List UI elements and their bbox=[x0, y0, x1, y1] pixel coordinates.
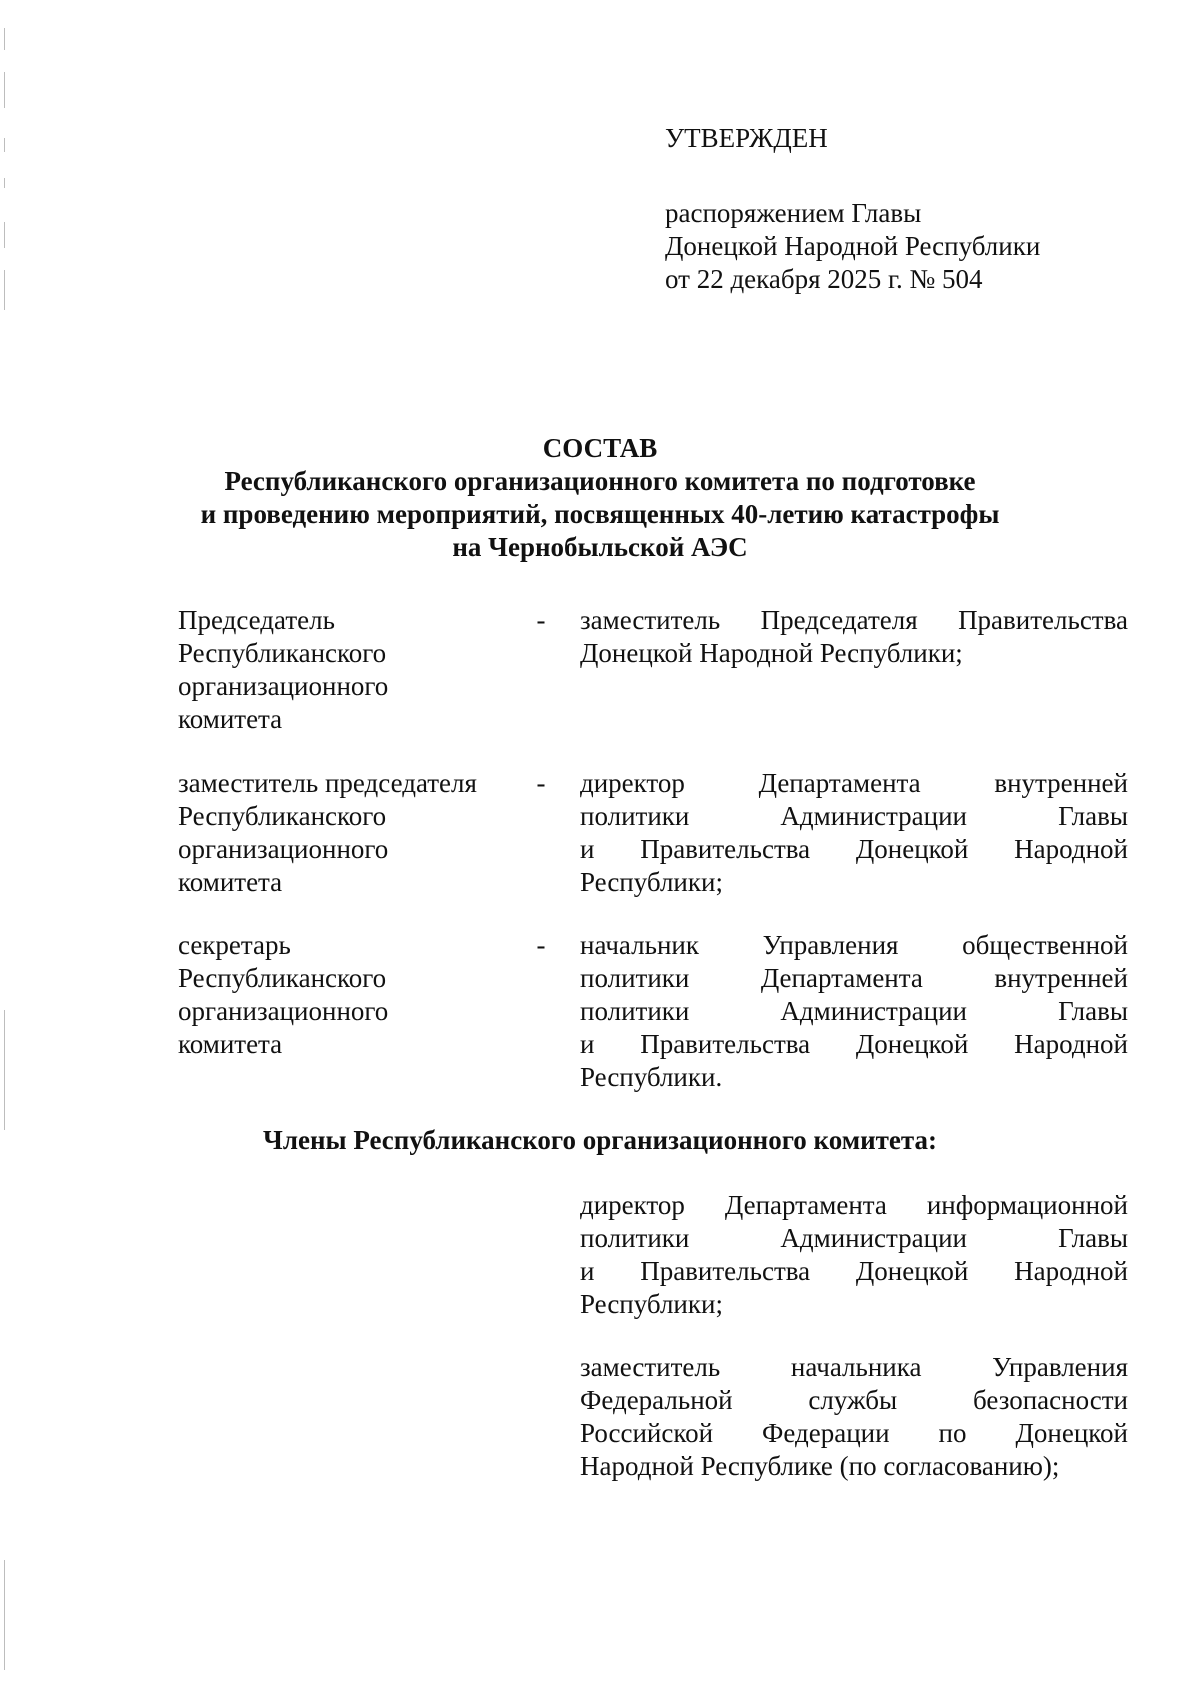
word: Правительства bbox=[640, 1256, 811, 1286]
text-line bbox=[580, 1450, 1128, 1483]
text-line bbox=[580, 1222, 1128, 1255]
scan-artifact-mark bbox=[4, 72, 5, 108]
text-line bbox=[580, 866, 1128, 899]
approval-line: распоряжением Главы bbox=[665, 198, 922, 228]
word: Республики; bbox=[580, 1289, 723, 1319]
document-title-line: Республиканского организационного комитета по подготовке bbox=[224, 466, 976, 496]
text-line bbox=[580, 1417, 1128, 1450]
role-title bbox=[178, 767, 508, 899]
scan-artifact-mark bbox=[4, 178, 5, 188]
word: политики bbox=[580, 1223, 690, 1253]
word: Республики. bbox=[580, 1062, 723, 1092]
text-line bbox=[580, 800, 1128, 833]
word: и bbox=[580, 834, 595, 864]
scan-artifact-mark bbox=[4, 138, 5, 152]
word: политики bbox=[580, 801, 690, 831]
word: директор bbox=[580, 768, 685, 798]
word: Департамента bbox=[760, 963, 923, 993]
member-entry bbox=[580, 1351, 1128, 1483]
word: Правительства bbox=[640, 1029, 811, 1059]
word: Администрации bbox=[780, 1223, 968, 1253]
text-line bbox=[580, 1189, 1128, 1222]
word: заместитель bbox=[580, 1352, 721, 1382]
text-line bbox=[580, 1255, 1128, 1288]
word: Главы bbox=[1058, 1223, 1128, 1253]
text-line bbox=[580, 604, 1128, 637]
word: Управления bbox=[762, 930, 899, 960]
scan-artifact-mark bbox=[4, 1010, 5, 1130]
word: внутренней bbox=[994, 768, 1128, 798]
role-title bbox=[178, 604, 508, 736]
text-line bbox=[580, 1351, 1128, 1384]
text-line bbox=[580, 1288, 1128, 1321]
role-line: организационного bbox=[178, 671, 389, 701]
word: политики bbox=[580, 996, 690, 1026]
text-line bbox=[580, 962, 1128, 995]
approval-title: УТВЕРЖДЕН bbox=[665, 123, 828, 153]
role-line: комитета bbox=[178, 867, 283, 897]
dash-separator: - bbox=[536, 930, 546, 960]
word: Правительства bbox=[958, 605, 1128, 635]
word: Народной bbox=[1014, 834, 1128, 864]
word: Народной Республике (по согласованию); bbox=[580, 1451, 1060, 1481]
document-heading: СОСТАВ bbox=[542, 433, 658, 463]
role-line: Республиканского bbox=[178, 963, 387, 993]
word: Администрации bbox=[780, 801, 968, 831]
position-description bbox=[580, 767, 1128, 899]
word: Администрации bbox=[780, 996, 968, 1026]
word: Главы bbox=[1058, 801, 1128, 831]
role-line: комитета bbox=[178, 704, 283, 734]
word: Донецкой bbox=[855, 834, 969, 864]
text-line bbox=[580, 995, 1128, 1028]
role-line: организационного bbox=[178, 834, 389, 864]
word: и bbox=[580, 1256, 595, 1286]
word: Народной bbox=[1014, 1256, 1128, 1286]
word: Донецкой Народной Республики; bbox=[580, 638, 963, 668]
scan-artifact-mark bbox=[4, 1560, 5, 1670]
text-line bbox=[580, 767, 1128, 800]
word: внутренней bbox=[994, 963, 1128, 993]
scan-artifact-mark bbox=[4, 222, 5, 248]
approval-line: Донецкой Народной Республики bbox=[665, 231, 1041, 261]
word: Правительства bbox=[640, 834, 811, 864]
word: безопасности bbox=[973, 1385, 1128, 1415]
role-line: Республиканского bbox=[178, 801, 387, 831]
word: информационной bbox=[926, 1190, 1128, 1220]
word: Донецкой bbox=[855, 1256, 969, 1286]
word: Департамента bbox=[724, 1190, 887, 1220]
position-description bbox=[580, 929, 1128, 1094]
position-description bbox=[580, 604, 1128, 670]
text-line bbox=[580, 1028, 1128, 1061]
dash-separator: - bbox=[536, 768, 546, 798]
word: Народной bbox=[1014, 1029, 1128, 1059]
word: Департамента bbox=[758, 768, 921, 798]
word: Главы bbox=[1058, 996, 1128, 1026]
word: Управления bbox=[992, 1352, 1128, 1382]
document-title bbox=[150, 432, 1050, 564]
word: начальник bbox=[580, 930, 699, 960]
role-title bbox=[178, 929, 508, 1061]
word: политики bbox=[580, 963, 690, 993]
dash-separator: - bbox=[536, 605, 546, 635]
members-heading: Члены Республиканского организационного комитета: bbox=[263, 1125, 937, 1155]
scan-artifact-mark bbox=[4, 28, 5, 50]
role-line: организационного bbox=[178, 996, 389, 1026]
approval-line: от 22 декабря 2025 г. № 504 bbox=[665, 264, 983, 294]
word: и bbox=[580, 1029, 595, 1059]
role-line: Республиканского bbox=[178, 638, 387, 668]
word: Республики; bbox=[580, 867, 723, 897]
word: начальника bbox=[790, 1352, 922, 1382]
approval-block bbox=[665, 122, 1125, 296]
word: по bbox=[938, 1418, 967, 1448]
word: Федеральной bbox=[580, 1385, 733, 1415]
role-line: комитета bbox=[178, 1029, 283, 1059]
word: Федерации bbox=[762, 1418, 890, 1448]
word: директор bbox=[580, 1190, 685, 1220]
word: Донецкой bbox=[1015, 1418, 1128, 1448]
role-line: Председатель bbox=[178, 605, 335, 635]
word: службы bbox=[808, 1385, 898, 1415]
word: заместитель bbox=[580, 605, 721, 635]
scan-artifact-mark bbox=[4, 270, 5, 310]
text-line bbox=[580, 637, 1128, 670]
text-line bbox=[580, 1384, 1128, 1417]
role-line: заместитель председателя bbox=[178, 768, 477, 798]
text-line bbox=[580, 833, 1128, 866]
text-line bbox=[580, 929, 1128, 962]
word: общественной bbox=[962, 930, 1128, 960]
member-entry bbox=[580, 1189, 1128, 1321]
document-title-line: и проведению мероприятий, посвященных 40-летию катастрофы bbox=[200, 499, 1000, 529]
document-title-line: на Чернобыльской АЭС bbox=[452, 532, 748, 562]
word: Донецкой bbox=[855, 1029, 969, 1059]
word: Российской bbox=[580, 1418, 714, 1448]
text-line bbox=[580, 1061, 1128, 1094]
word: Председателя bbox=[760, 605, 918, 635]
role-line: секретарь bbox=[178, 930, 291, 960]
